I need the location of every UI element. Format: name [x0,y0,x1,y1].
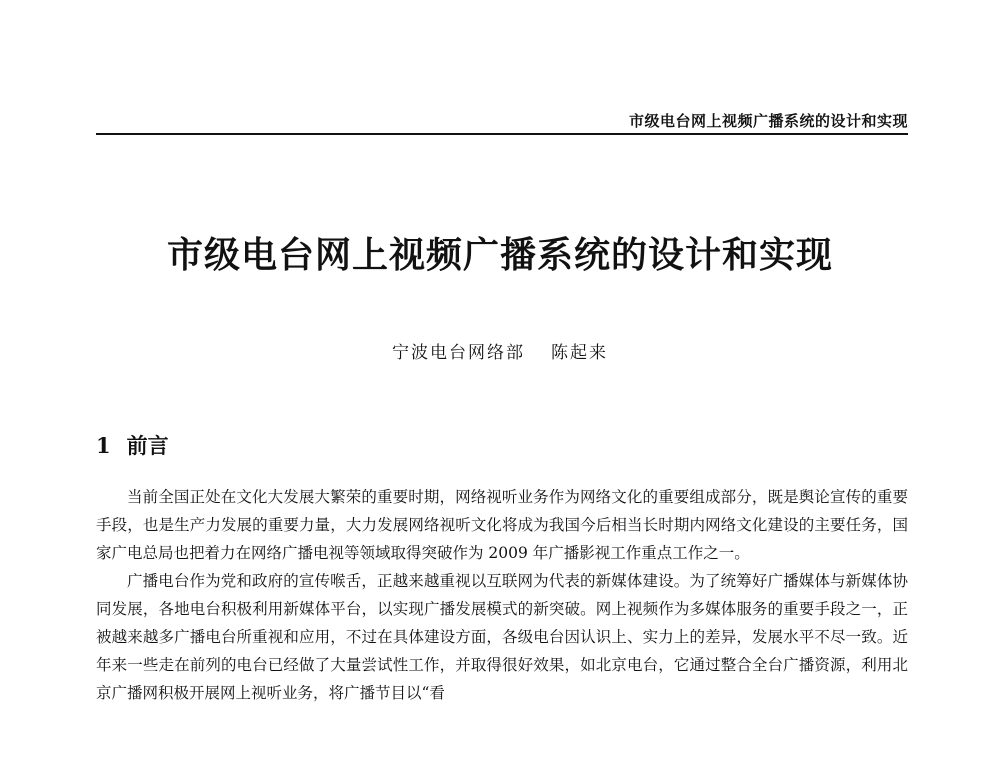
running-header: 市级电台网上视频广播系统的设计和实现 [628,112,908,130]
paper-title: 市级电台网上视频广播系统的设计和实现 [166,234,833,276]
author-affiliation: 宁波电台网络部 [392,343,525,363]
paragraph-2: 广播电台作为党和政府的宣传喉舌，正越来越重视以互联网为代表的新媒体建设。为了统筹好广播媒体与新媒体协同发展，各地电台积极利用新媒体平台，以实现广播发展模式的新突破。网上视频作为多媒体服务的重要手段之一，正被越来越多广播电台所重视和应用，不过在具体建设方面，各级电台因认识上、实力上的差异，发展水平不尽一致。近年来一些走在前列的电台已经做了大量尝试性工作，并取得很好效果，如北京电台，它通过整合全台广播资源，利用北京广播网积极开展网上视听业务，将广播节目以“看 [96,572,908,702]
section-number: 1 [96,433,111,458]
section-heading [96,430,169,460]
header-rule [96,133,908,135]
paragraph-1: 当前全国正处在文化大发展大繁荣的重要时期，网络视听业务作为网络文化的重要组成部分，既是舆论宣传的重要手段，也是生产力发展的重要力量，大力发展网络视听文化将成为我国今后相当长时期内网络文化建设的主要任务，国家广电总局也把着力在网络广播电视等领域取得突破作为 2009 年广播影视工作重点工作之一。 [96,488,908,562]
body-text [96,483,908,707]
byline [0,338,1000,363]
author-name: 陈起来 [551,343,608,363]
section-title: 前言 [126,433,169,458]
